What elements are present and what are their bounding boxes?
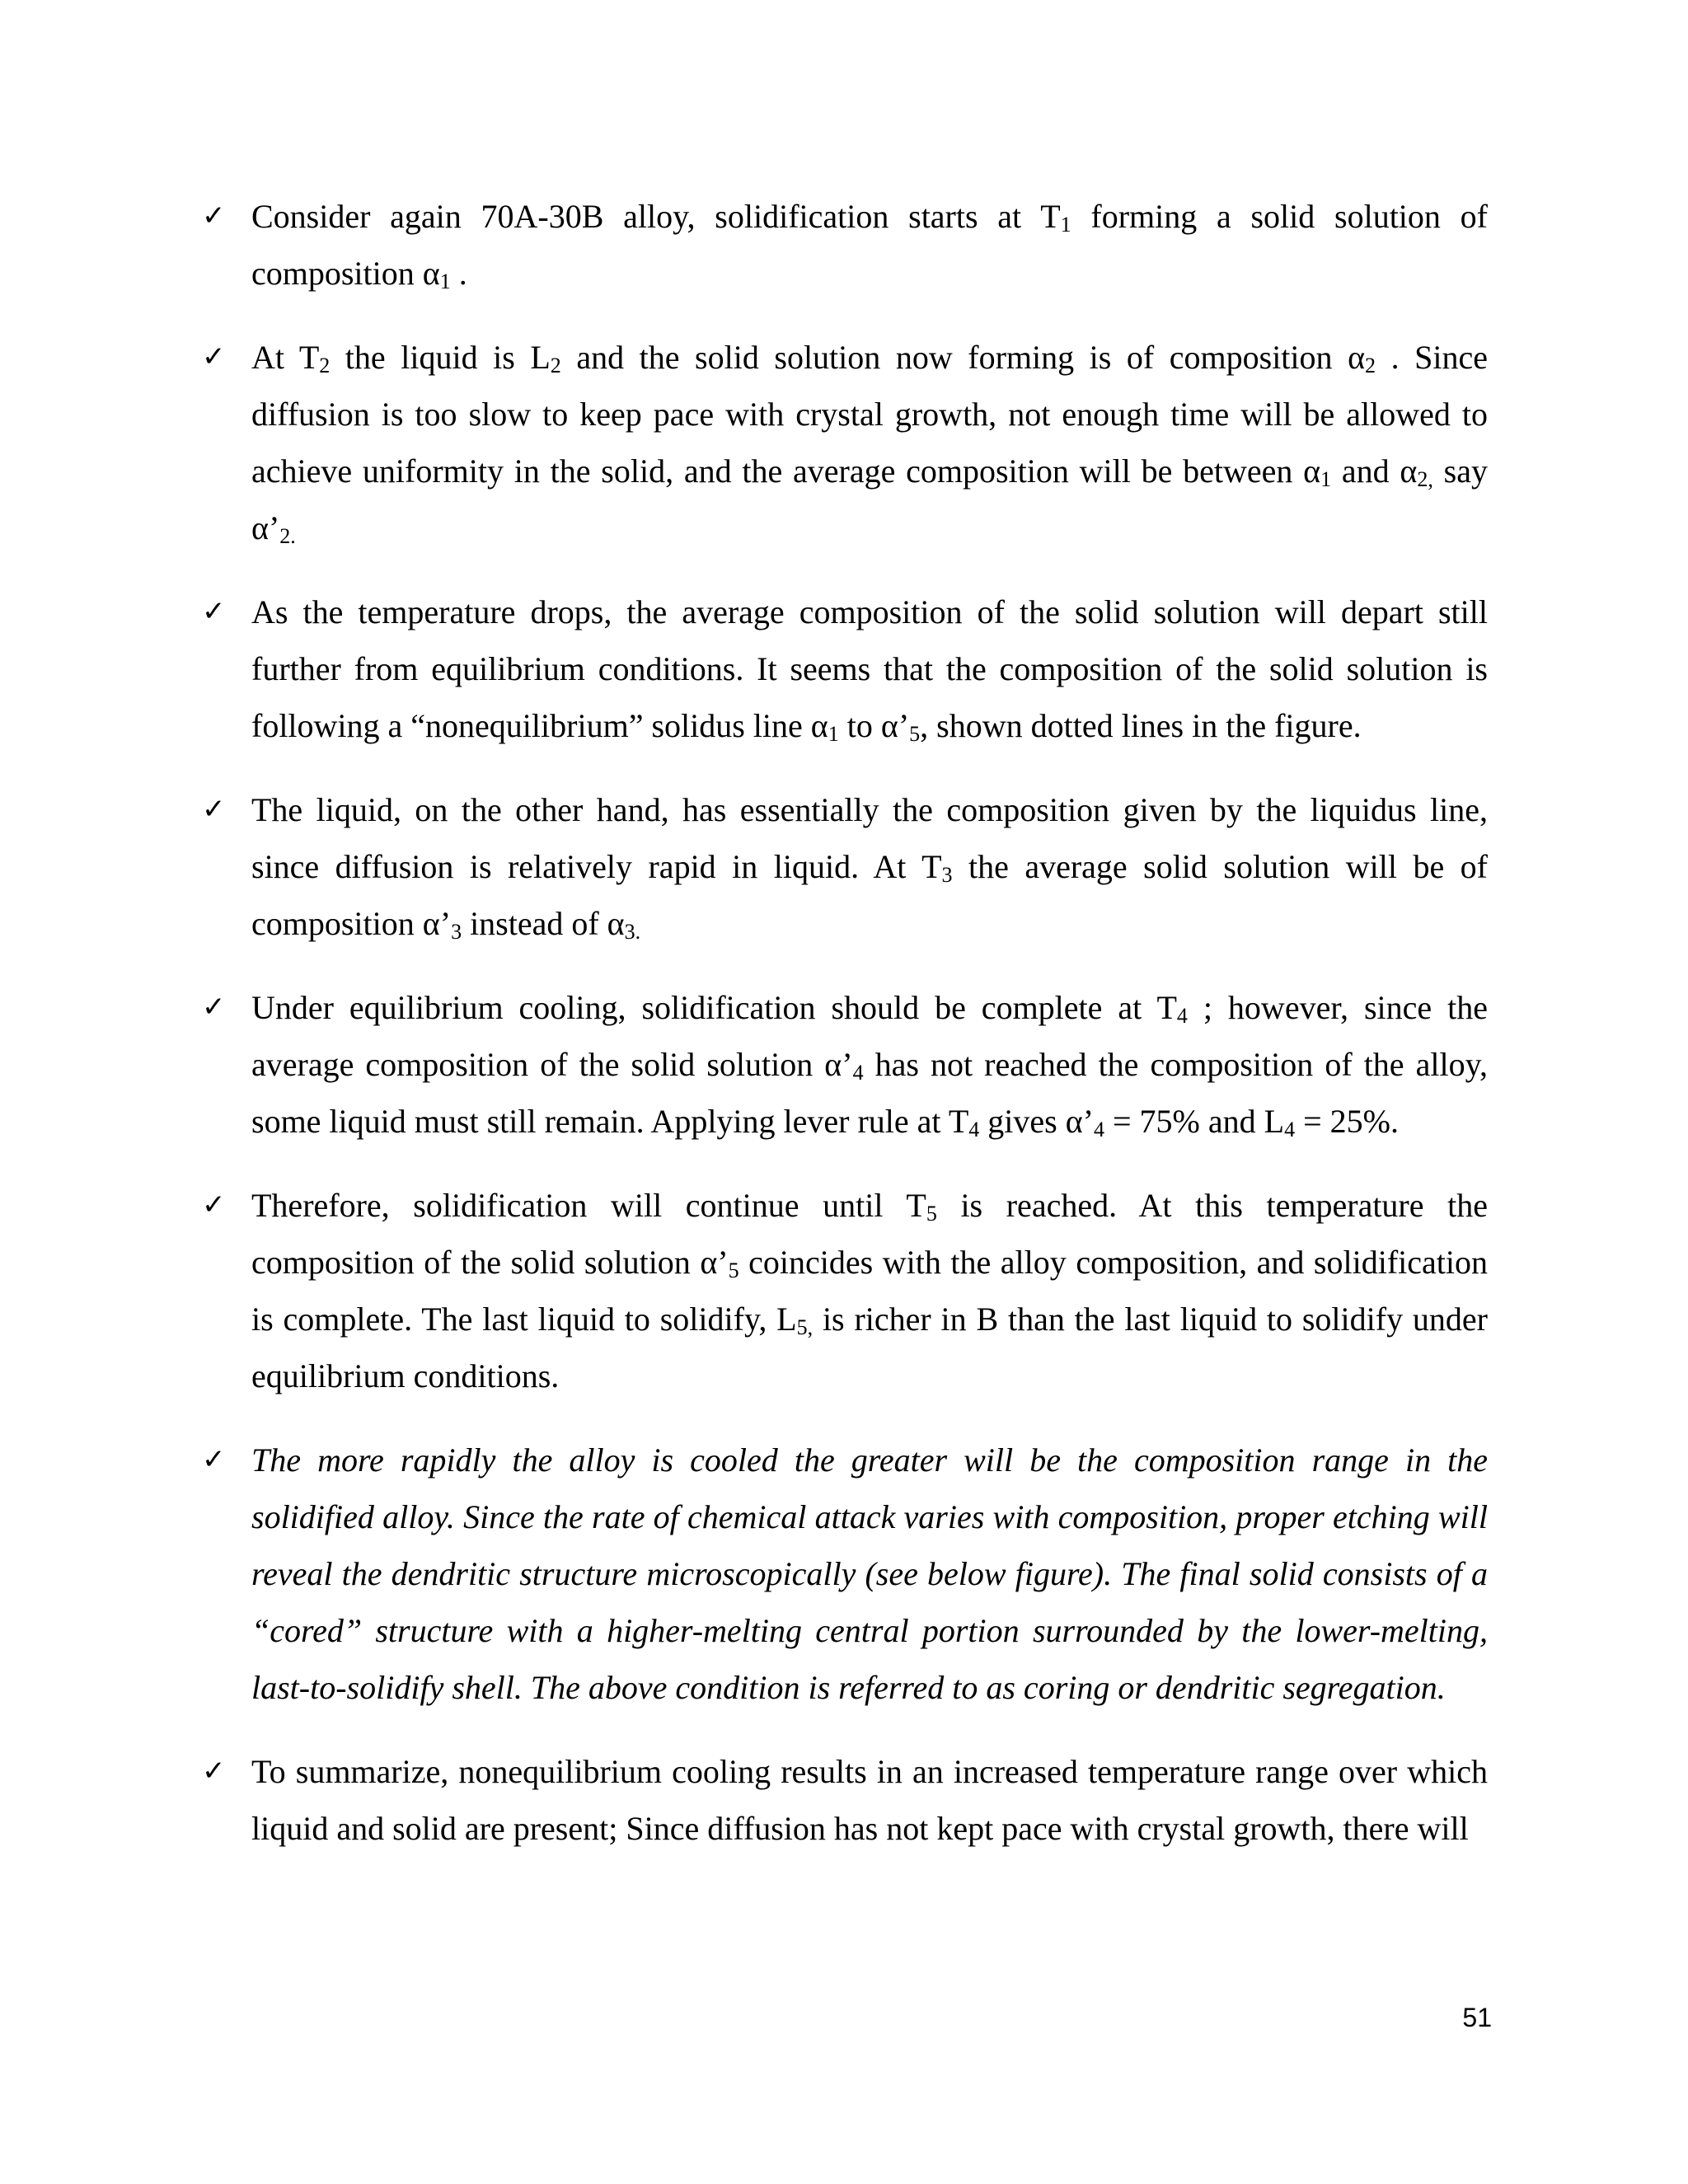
- text-run: , shown dotted lines in the figure.: [920, 707, 1362, 744]
- bullet-item: [202, 329, 1488, 556]
- page-number: 51: [1462, 2003, 1492, 2032]
- subscript: 5: [926, 1202, 937, 1226]
- subscript: 4: [1093, 1118, 1104, 1141]
- subscript: 1: [1320, 467, 1332, 491]
- checkmark-icon: ✓: [202, 1443, 226, 1476]
- bullet-list: [202, 188, 1488, 1884]
- subscript: 3: [941, 863, 953, 887]
- text-run: the average solid solution will be of composition α’: [251, 848, 1488, 942]
- subscript: 1: [1060, 213, 1071, 237]
- subscript: 2,: [1417, 467, 1433, 491]
- text-run: the liquid is L: [330, 339, 551, 376]
- text-run: At T: [251, 339, 320, 376]
- bullet-item: [202, 781, 1488, 952]
- text-run: = 25%.: [1295, 1103, 1399, 1140]
- subscript: 4: [968, 1118, 980, 1141]
- subscript: 3.: [624, 920, 641, 944]
- bullet-item: [202, 1432, 1488, 1716]
- text-run: instead of α: [462, 905, 625, 942]
- text-run: say α’: [251, 452, 1488, 546]
- bullet-text: [251, 1432, 1488, 1716]
- text-run: .: [450, 255, 467, 292]
- text-run: is richer in B than the last liquid to solidify under equilibrium conditions.: [251, 1301, 1488, 1394]
- subscript: 1: [439, 269, 451, 293]
- checkmark-icon: ✓: [202, 1188, 226, 1221]
- subscript: 2: [550, 354, 561, 377]
- text-run: to α’: [838, 707, 910, 744]
- text-run: has not reached the composition of the alloy, some liquid must still remain. Applying lever rule at T: [251, 1046, 1488, 1140]
- text-run: and α: [1331, 452, 1418, 490]
- subscript: 5: [909, 722, 921, 746]
- bullet-text: [251, 1177, 1488, 1404]
- text-run: gives α’: [979, 1103, 1094, 1140]
- text-run: coincides with the alloy composition, and solidification is complete. The last liquid to solidify, L: [251, 1244, 1488, 1338]
- text-run: and the solid solution now forming is of composition α: [560, 339, 1366, 376]
- checkmark-icon: ✓: [202, 199, 226, 232]
- subscript: 2.: [279, 524, 296, 548]
- bullet-text: [251, 1743, 1488, 1857]
- subscript: 4: [1284, 1118, 1296, 1141]
- checkmark-icon: ✓: [202, 793, 226, 826]
- subscript: 3: [451, 920, 462, 944]
- subscript: 5,: [796, 1315, 814, 1339]
- bullet-text: [251, 329, 1488, 556]
- subscript: 2: [1365, 354, 1376, 377]
- bullet-item: [202, 1743, 1488, 1857]
- subscript: 4: [1176, 1004, 1188, 1028]
- checkmark-icon: ✓: [202, 595, 226, 628]
- subscript: 1: [828, 722, 839, 746]
- text-run: The liquid, on the other hand, has essentially the composition given by the liquidus line, since diffusion is relatively rapid in liquid. At T: [251, 791, 1488, 885]
- text-run: To summarize, nonequilibrium cooling results in an increased temperature range over which liquid and solid are present; Since diffusion has not kept pace with crystal growth, there will: [251, 1753, 1488, 1847]
- bullet-item: [202, 1177, 1488, 1404]
- text-run: is reached. At this temperature the composition of the solid solution α’: [251, 1187, 1488, 1281]
- text-run: forming a solid solution of composition α: [251, 198, 1488, 292]
- text-run: ; however, since the average composition of the solid solution α’: [251, 989, 1488, 1083]
- checkmark-icon: ✓: [202, 991, 226, 1024]
- text-run: Consider again 70A-30B alloy, solidification starts at T: [251, 198, 1061, 235]
- text-run: Under equilibrium cooling, solidification should be complete at T: [251, 989, 1177, 1026]
- subscript: 4: [852, 1061, 864, 1085]
- bullet-text: [251, 188, 1488, 302]
- text-run: . Since diffusion is too slow to keep pace with crystal growth, not enough time will be allowed to achieve uniformity in the solid, and the average composition will be between α: [251, 339, 1489, 490]
- bullet-item: [202, 979, 1488, 1150]
- checkmark-icon: ✓: [202, 1755, 226, 1788]
- bullet-text: [251, 583, 1488, 754]
- text-run: The more rapidly the alloy is cooled the greater will be the composition range in the solidified alloy. Since the rate of chemical attack varies with composition, proper etching will reveal the dendritic structure microscopically (see below figure). The final solid consists of a “cored” structure with a higher-melting central portion surrounded by the lower-melting, last-to-solidify shell. The above condition is referred to as coring or dendritic segregation.: [251, 1441, 1488, 1706]
- text-run: As the temperature drops, the average composition of the solid solution will depart still further from equilibrium conditions. It seems that the composition of the solid solution is following a “nonequilibrium” solidus line α: [251, 593, 1488, 744]
- bullet-text: [251, 979, 1488, 1150]
- text-run: = 75% and L: [1104, 1103, 1285, 1140]
- bullet-text: [251, 781, 1488, 952]
- subscript: 2: [319, 354, 331, 377]
- text-run: Therefore, solidification will continue until T: [251, 1187, 926, 1224]
- subscript: 5: [728, 1258, 739, 1282]
- bullet-item: [202, 188, 1488, 302]
- bullet-item: [202, 583, 1488, 754]
- checkmark-icon: ✓: [202, 340, 226, 373]
